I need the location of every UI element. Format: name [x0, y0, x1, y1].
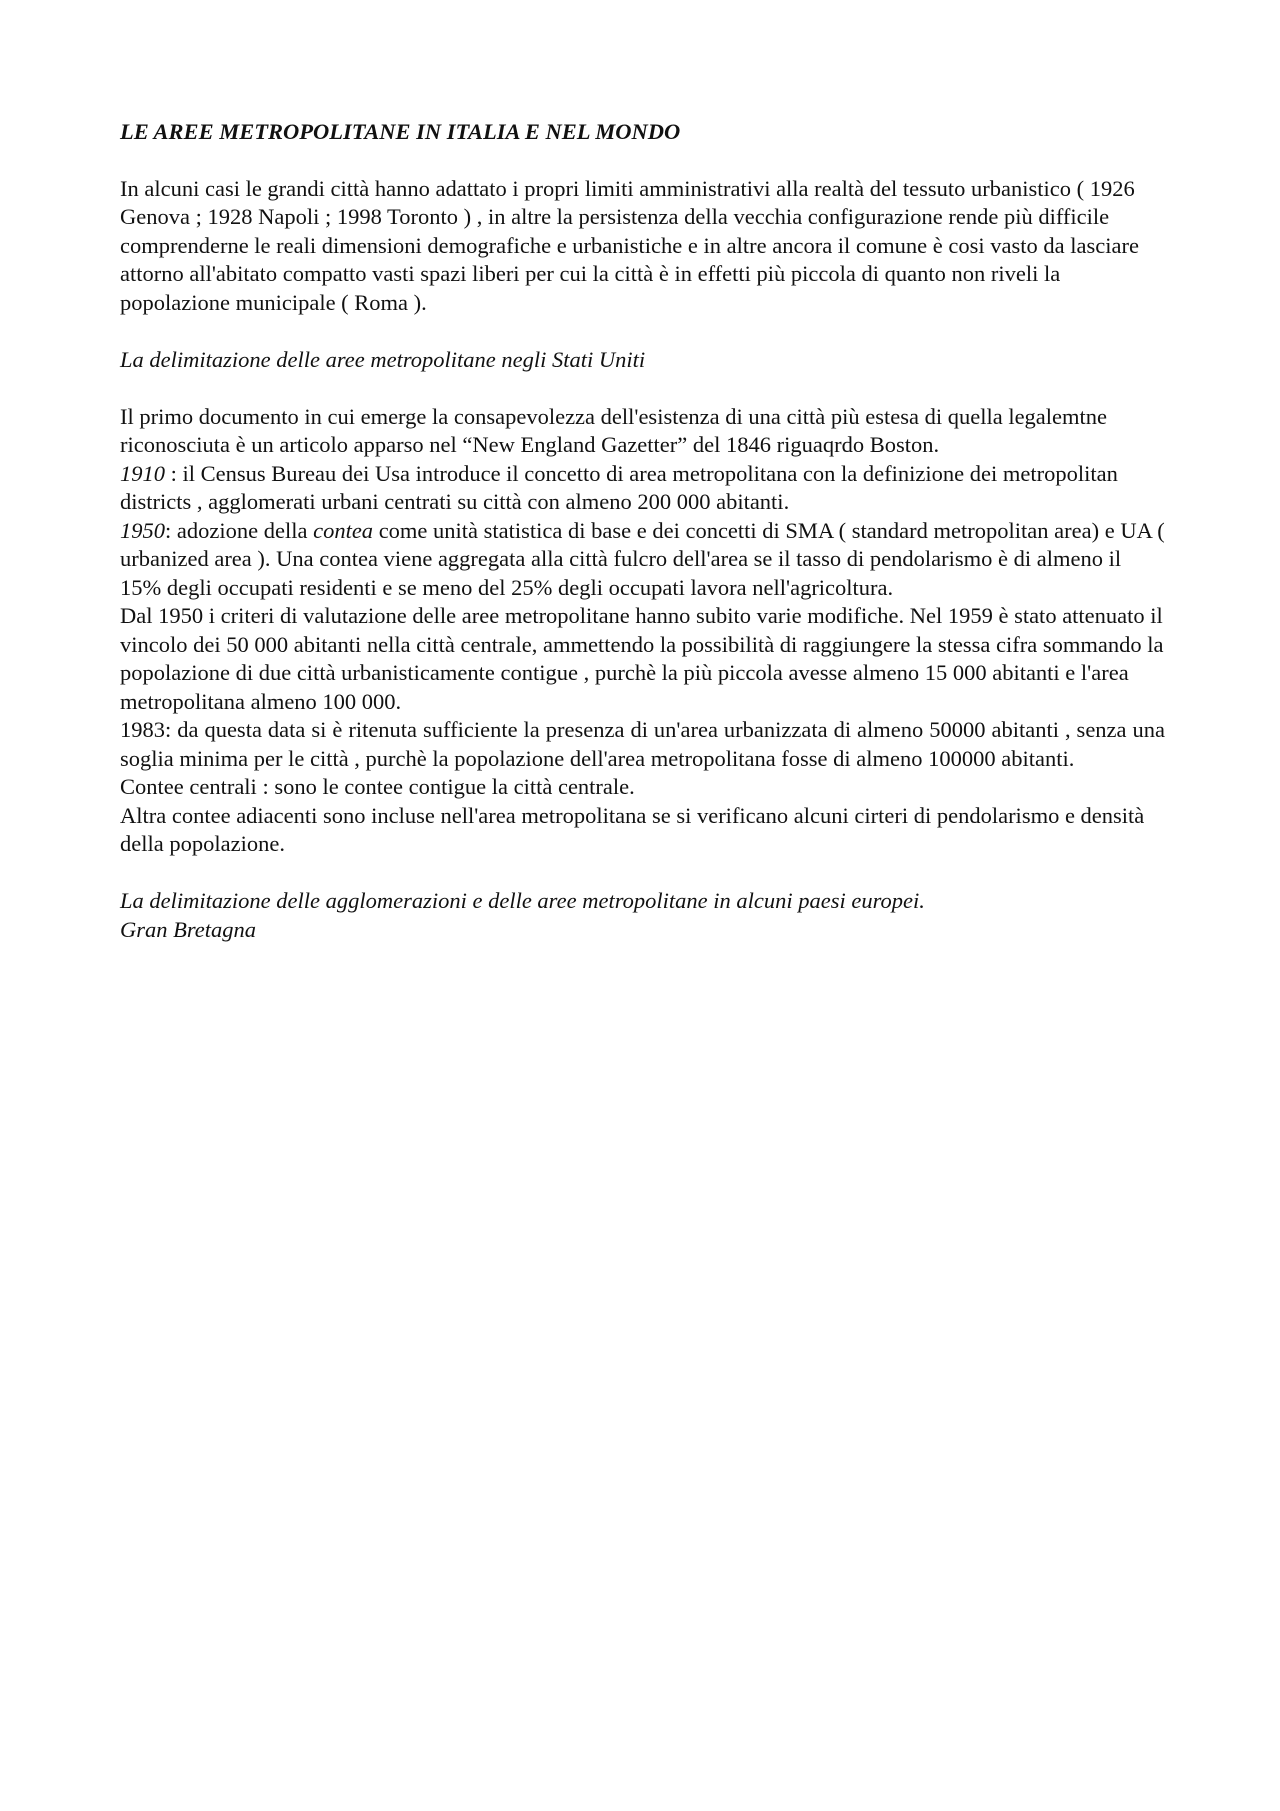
section-heading-europe: La delimitazione delle agglomerazioni e delle aree metropolitane in alcuni paesi europei. [120, 888, 925, 913]
usa-paragraph-1950 [120, 517, 1165, 603]
document-title: LE AREE METROPOLITANE IN ITALIA E NEL MONDO [120, 119, 681, 144]
spacer [120, 374, 1165, 403]
usa-paragraph-1983: 1983: da questa data si è ritenuta sufficiente la presenza di un'area urbanizzata di almeno 50000 abitanti , senza una soglia minima per le città , purchè la popolazione dell'area metropolitana fosse di almeno 100000 abitanti. [120, 717, 1165, 771]
usa-paragraph-dal-1950: Dal 1950 i criteri di valutazione delle aree metropolitane hanno subito varie modifiche. Nel 1959 è stato attenuato il vincolo dei 50 000 abitanti nella città centrale, ammettendo la possibilità di raggiungere la stessa cifra sommando la popolazione di due città urbanisticamente contigue , purchè la più piccola avesse almeno 15 000 abitanti e l'area metropolitana almeno 100 000. [120, 603, 1164, 714]
spacer [120, 859, 1165, 888]
usa-paragraph-altra-contee: Altra contee adiacenti sono incluse nell'area metropolitana se si verificano alcuni cirteri di pendolarismo e densità della popolazione. [120, 802, 1145, 856]
section-heading-usa: La delimitazione delle aree metropolitane negli Stati Uniti [120, 346, 646, 372]
usa-1950-post: come unità statistica di base e dei concetti di SMA ( standard metropolitan area) e UA ( urbanized area ). Una contea viene aggregata alla città fulcro dell'area se il tasso di pendolarismo è di almeno il 15% degli occupati residenti e se meno del 25% degli occupati lavora nell'agricoltura. [120, 517, 1165, 600]
year-1910: 1910 [120, 460, 165, 486]
spacer [120, 317, 1165, 346]
term-contea: contea [313, 517, 374, 543]
usa-paragraph-1910 [120, 460, 1165, 517]
section-heading-uk: Gran Bretagna [120, 916, 257, 942]
year-1950: 1950 [120, 517, 165, 543]
usa-1950-pre: : adozione della [165, 517, 314, 543]
usa-1910-text: : il Census Bureau dei Usa introduce il concetto di area metropolitana con la definizione dei metropolitan districts , agglomerati urbani centrati su città con almeno 200 000 abitanti. [120, 460, 1118, 514]
usa-paragraph-contee-centrali: Contee centrali : sono le contee contigue la città centrale. [120, 774, 635, 799]
intro-paragraph: In alcuni casi le grandi città hanno adattato i propri limiti amministrativi alla realtà del tessuto urbanistico ( 1926 Genova ; 1928 Napoli ; 1998 Toronto ) , in altre la persistenza della vecchia configurazione rende più difficile comprenderne le reali dimensioni demografiche e urbanistiche e in altre ancora il comune è cosi vasto da lasciare attorno all'abitato compatto vasti spazi liberi per cui la città è in effetti più piccola di quanto non riveli la popolazione municipale ( Roma ). [120, 175, 1139, 315]
usa-paragraph-first-document: Il primo documento in cui emerge la consapevolezza dell'esistenza di una città più estesa di quella legalemtne riconosciuta è un articolo apparso nel “New England Gazetter” del 1846 riguaqrdo Boston. [120, 403, 1108, 457]
document-page [120, 118, 1165, 944]
